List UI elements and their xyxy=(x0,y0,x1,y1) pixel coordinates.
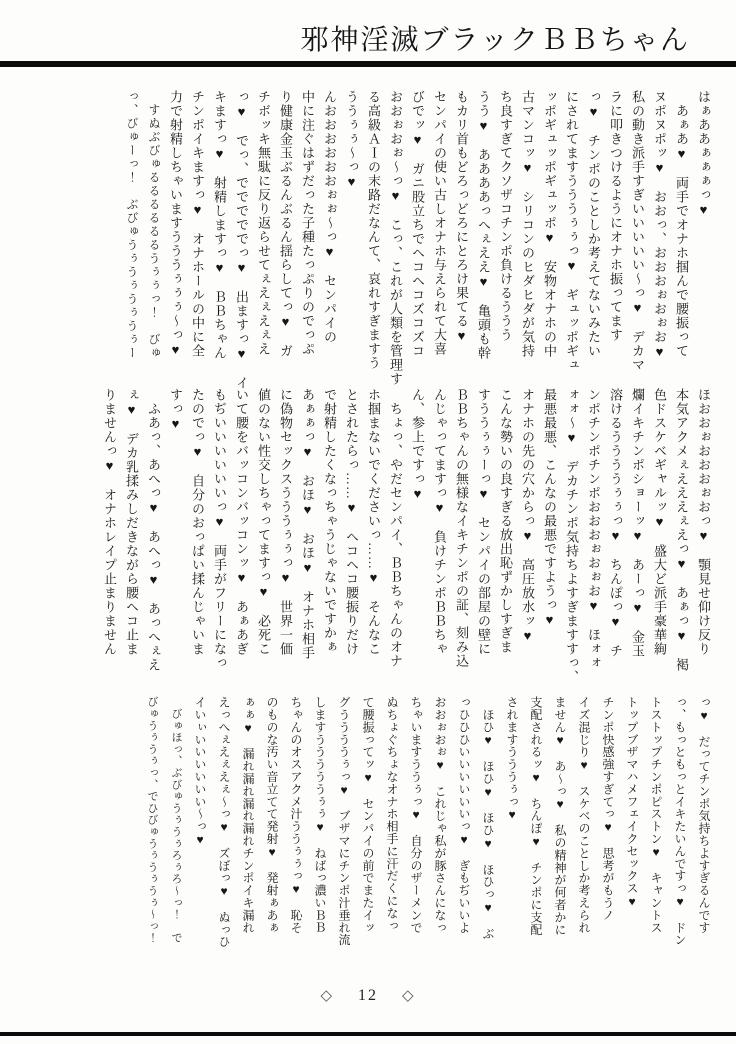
text-column: もぢいいいいいいっ♥ 両手がフリーになっ xyxy=(212,388,227,670)
text-column: ん、参上ですっ♥ xyxy=(410,388,425,502)
text-column: 支配されるッ♥ ちんぽ♥ チンポに支配 xyxy=(529,696,543,936)
text-column: されますうううぅっ♥ xyxy=(505,696,519,822)
text-column: 色ドスケベギャルッ♥ 盛大ど派手豪華絢 xyxy=(652,388,667,656)
handwritten-text-column: びゅほっ、ぶびゅうぅうぅろぅろ～っ！ で xyxy=(170,696,183,944)
text-column: しますうううううぅぅ♥ ねばっ濃いＢＢ xyxy=(313,696,327,934)
text-column: チンポ快感強すぎてっ♥ 思考がもうノ xyxy=(601,696,615,922)
text-column: イいぃいいいいいい～っ♥ xyxy=(193,696,207,847)
text-column: ＢＢちゃんの無様なイキチンポの証、刻み込 xyxy=(454,388,469,668)
text-column: ち良すぎてクソザコチンポ負けるううう xyxy=(498,90,513,342)
text-column: グううううぅっ♥ ブザマにチンポ汁垂れ流 xyxy=(337,696,351,946)
text-column: ヌポヌポッ♥ おおっ、おおおぉおぉお♥ xyxy=(652,90,667,360)
text-column: いて腰をバッコンバッコンッ♥ あぁあぎ xyxy=(234,388,249,656)
text-column: すっ♥ xyxy=(168,388,183,432)
text-column: おおぉおぉ♥ これじゃ私が豚さんになっ xyxy=(433,696,447,934)
text-column: ラに叩きつけるようにオナホ振ってます xyxy=(608,90,623,342)
text-column: 中に注ぐはずだった子種たっぷりのでっぷ xyxy=(300,90,315,356)
text-column: ほひ♥ ほひ♥ ほひ♥ ほひっ♥ ぶ xyxy=(481,696,495,940)
text-column: ちょっ、やだセンパイ、ＢＢちゃんのオナ xyxy=(388,388,403,668)
text-column: 力で射精しちゃいますうううぅぅぅ～っ♥ xyxy=(168,90,183,358)
footer-divider-rule xyxy=(0,1032,736,1036)
text-column: る高級ＡＩの末路だなんて、哀れすぎますう xyxy=(366,90,381,370)
text-column: 溶けるううううぅぅっ♥ ちんぽっ♥ チ xyxy=(608,388,623,658)
text-column: っひひひいいいいいいっ♥ ぎもぢいいよ xyxy=(457,696,471,934)
text-column: ォォ～♥ デカチンポ気持ちよすぎますすっ、 xyxy=(564,388,579,684)
text-column: ううぅぅ～っ♥ xyxy=(344,90,359,190)
text-column: トストップチンポピストン♥ キャントス xyxy=(649,696,663,934)
text-column: 本気アクメぇえええぇえっ♥ あぁっ♥ 褐 xyxy=(674,388,689,672)
header-divider-rule xyxy=(0,61,736,67)
text-column: チボッキ無駄に反り返らせてぇえぇえぇえ xyxy=(256,90,271,356)
text-column: チンポイキますっ♥ オナホールの中に全 xyxy=(190,90,205,358)
text-column: 古マンコッ♥ シリコンのヒダヒダが気持 xyxy=(520,90,535,358)
text-column: で射精したくなっちゃうじゃないですかぁ xyxy=(322,388,337,654)
page-title: 邪神淫滅ブラックＢＢちゃん xyxy=(300,25,690,56)
page-footer xyxy=(0,986,736,1005)
text-column: りませんっ♥ オナホレイプ止まりません xyxy=(102,388,117,656)
text-column: はぁああぁぁぁっ♥ xyxy=(696,90,711,218)
text-column: っ♥ チンポのことしか考えてないみたい xyxy=(586,90,601,358)
text-column: たのでっ♥ 自分のおっぱい揉んじゃいま xyxy=(190,388,205,656)
text-column: もカリ首もどろっどろにとろけ果てる♥ xyxy=(454,90,469,344)
diamond-icon: ◇ xyxy=(320,988,334,1004)
text-column: ホ掴まないでくださいっ……♥ そんなこ xyxy=(366,388,381,656)
text-column: 値のない性交しちゃってますっ♥ 必死こ xyxy=(256,388,271,656)
text-column: キますっ♥ 射精しますっ♥ ＢＢちゃん xyxy=(212,90,227,360)
text-column: こんな勢いの良すぎる放出恥ずかしすぎま xyxy=(498,388,513,654)
text-column: びでッ♥ ガニ股立ちでヘコヘコズコズコ xyxy=(410,90,425,358)
text-band-2 xyxy=(102,388,710,690)
text-column: トップブザマハメフェイクセックス♥ xyxy=(625,696,639,909)
text-column: とされたらっ……♥ ヘコヘコ腰振りだけ xyxy=(344,388,359,656)
text-column: り健康金玉ぶるんぶるん揺らしてっ♥ ガ xyxy=(278,90,293,358)
page-number: 12 xyxy=(358,987,378,1004)
diamond-icon: ◇ xyxy=(402,988,416,1004)
text-column: ぁぁ♥ 漏れ漏れ漏れ漏れチンポイキ漏れ xyxy=(241,696,255,934)
text-column: 最悪最悪、こんなの最悪ですようっ♥ xyxy=(542,388,557,628)
text-column: イズ混じり♥ スケベのことしか考えられ xyxy=(577,696,591,934)
text-band-1 xyxy=(124,90,710,388)
text-column: んおおおおおおぉぉ～っ♥ センパイの xyxy=(322,90,337,344)
text-band-3 xyxy=(144,696,710,960)
text-column: うう♥ ああああっへぇええ♥ 亀頭も幹 xyxy=(476,90,491,360)
text-column: 私の動き派手すぎいいいいい～っ♥ デカマ xyxy=(630,90,645,372)
text-column: ふあっ、あへっ♥ あへっ♥ あっへぇえ xyxy=(146,388,161,672)
text-column: あぁあ♥ 両手でオナホ掴んで腰振って xyxy=(674,90,689,358)
handwritten-text-column: すぬぶびゅるるるるるるうぅぅっ！ びゅ xyxy=(147,90,161,360)
text-column: ッポギュッポギュッポ♥ 安物オナホの中 xyxy=(542,90,557,358)
text-column: ぇ♥ デカ乳揉みしだきながら腰ヘコ止ま xyxy=(124,388,139,656)
text-column: オナホの先の穴からっ♥ 高圧放水ッ♥ xyxy=(520,388,535,644)
text-column: センパイの使い古しオナホ与えられて大喜 xyxy=(432,90,447,356)
text-column: ちゃいますううぅっ♥ 自分のザーメンで xyxy=(409,696,423,934)
text-column: ほおおぉおおおぉおっ♥ 顎見せ仰け反り xyxy=(696,388,711,656)
text-column: ンポチンポチンポおおおぉおぉお♥ ほォォ xyxy=(586,388,601,670)
handwritten-text-column: っ、びゅーっ！ ぶびゅうぅうぅうぅうぅー xyxy=(125,90,139,360)
text-column: っ、もっともっとイキたいんですっ♥ ドン xyxy=(673,696,687,946)
text-column: ぬちょぐちょなオナホ相手に汗だくになっ xyxy=(385,696,399,932)
text-column: ません♥ あ～っ♥ 私の精神が何者かに xyxy=(553,696,567,936)
text-column: んじゃってますっ♥ 負けチンポＢＢちゃ xyxy=(432,388,447,656)
text-column: すううぅぅーっ♥ センパイの部屋の壁に xyxy=(476,388,491,656)
text-column: のものな汚い音立てて発射♥ 発射ぁあぁ xyxy=(265,696,279,934)
text-column: っ♥ でっ、でででででっ♥ 出ますっ♥ イ xyxy=(234,90,249,390)
text-column: おおぉおぉ～っ♥ こっ、これが人類を管理す xyxy=(388,90,403,386)
text-column: 爛イキチンポショーッ♥ あーっ♥ 金玉 xyxy=(630,388,645,658)
text-column: にされてますうううぅぅっ♥ ギュッポギュ xyxy=(564,90,579,372)
text-column: あぁぁっ♥ おほ♥ おほ♥ オナホ相手 xyxy=(300,388,315,660)
text-column: て腰振ってッ♥ センパイの前でまたイッ xyxy=(361,696,375,934)
text-column: に偽物セックスうううぅぅっ♥ 世界一価 xyxy=(278,388,293,656)
handwritten-text-column: びゅうぅうぅっ、でひびゅうぅうぅうぅ～っ！ xyxy=(146,696,159,944)
text-column: っ♥ だってチンポ気持ちよすぎるんです xyxy=(697,696,711,934)
text-column: えっへぇえぇえぇ～っ♥ ズぼっ♥ ぬっひ xyxy=(217,696,231,948)
text-column: ちゃんのオスアクメ汁ううぅぅっ♥ 恥そ xyxy=(289,696,303,934)
